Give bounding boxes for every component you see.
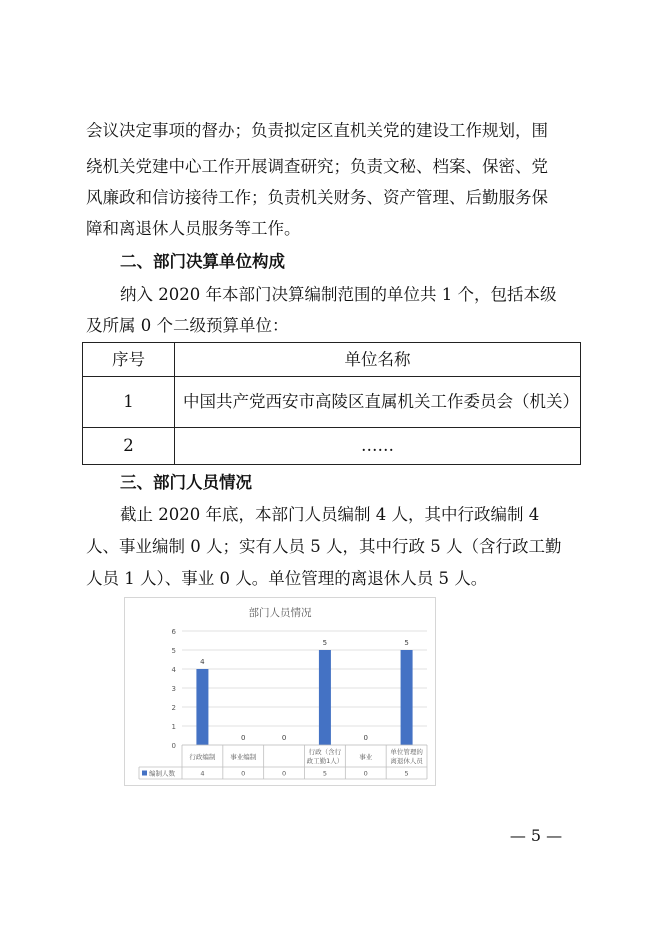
staff-chart <box>124 597 436 786</box>
chart-title: 部门人员情况 <box>248 607 312 619</box>
category-label: 单位管理的 <box>390 748 423 756</box>
bar <box>401 650 413 745</box>
table-value: 5 <box>404 769 409 778</box>
table-value: 0 <box>241 769 246 778</box>
cell-unit-name: 中国共产党西安市高陵区直属机关工作委员会（机关） <box>175 377 581 428</box>
text-line: 纳入 2020 年本部门决算编制范围的单位共 1 个，包括本级 <box>120 285 557 304</box>
y-tick-label: 1 <box>171 723 176 731</box>
text-line: 截止 2020 年底，本部门人员编制 4 人，其中行政编制 4 <box>120 505 540 524</box>
section-heading-unit-composition: 二、部门决算单位构成 <box>120 252 285 271</box>
category-label: 行政（含行 <box>308 748 342 756</box>
text-line: 绕机关党建中心工作开展调查研究；负责文秘、档案、保密、党 <box>86 157 548 176</box>
table-row <box>83 377 581 428</box>
cell-unit-name: …… <box>175 428 581 465</box>
table-value: 0 <box>282 769 287 778</box>
y-tick-label: 5 <box>171 647 176 655</box>
text-line: 人员 1 人）、事业 0 人。单位管理的离退休人员 5 人。 <box>86 569 488 588</box>
legend-swatch <box>142 771 147 776</box>
cell-index: 1 <box>83 377 175 428</box>
section-heading-staff: 三、部门人员情况 <box>120 473 252 492</box>
unit-table <box>82 342 581 465</box>
text-line: 障和离退休人员服务等工作。 <box>86 219 301 238</box>
bar <box>319 650 331 745</box>
data-label: 5 <box>404 639 409 647</box>
text-line: 人、事业编制 0 人；实有人员 5 人，其中行政 5 人（含行政工勤 <box>86 537 562 556</box>
table-value: 4 <box>200 769 205 778</box>
page-number: — 5 — <box>509 826 563 845</box>
staff-bar-chart <box>125 598 435 785</box>
header-cell-unit-name: 单位名称 <box>175 343 581 377</box>
y-tick-label: 6 <box>171 628 176 636</box>
category-label: 行政编制 <box>189 753 216 761</box>
y-tick-label: 2 <box>171 704 176 712</box>
category-label: 事业编制 <box>230 753 257 761</box>
data-label: 0 <box>281 734 287 742</box>
table-row <box>83 428 581 465</box>
header-cell-index: 序号 <box>83 343 175 377</box>
category-label: 离退休人员 <box>390 757 423 765</box>
cell-index: 2 <box>83 428 175 465</box>
data-label: 0 <box>363 734 368 742</box>
table-value: 5 <box>322 769 327 778</box>
y-tick-label: 3 <box>171 685 176 693</box>
text-line: 会议决定事项的督办；负责拟定区直机关党的建设工作规划，围 <box>86 121 548 140</box>
table-value: 0 <box>363 769 368 778</box>
table-header-row <box>83 343 581 377</box>
data-label: 4 <box>200 658 205 666</box>
category-label: 政工勤1人） <box>306 757 344 765</box>
y-tick-label: 0 <box>171 742 176 750</box>
data-label: 0 <box>241 734 246 742</box>
text-line: 及所属 0 个二级预算单位： <box>86 316 289 335</box>
category-label: 事业 <box>359 753 373 761</box>
bar <box>196 669 208 745</box>
legend-label: 编制人数 <box>149 769 175 778</box>
data-label: 5 <box>322 639 328 647</box>
y-tick-label: 4 <box>171 666 176 674</box>
text-line: 风廉政和信访接待工作；负责机关财务、资产管理、后勤服务保 <box>86 188 548 207</box>
